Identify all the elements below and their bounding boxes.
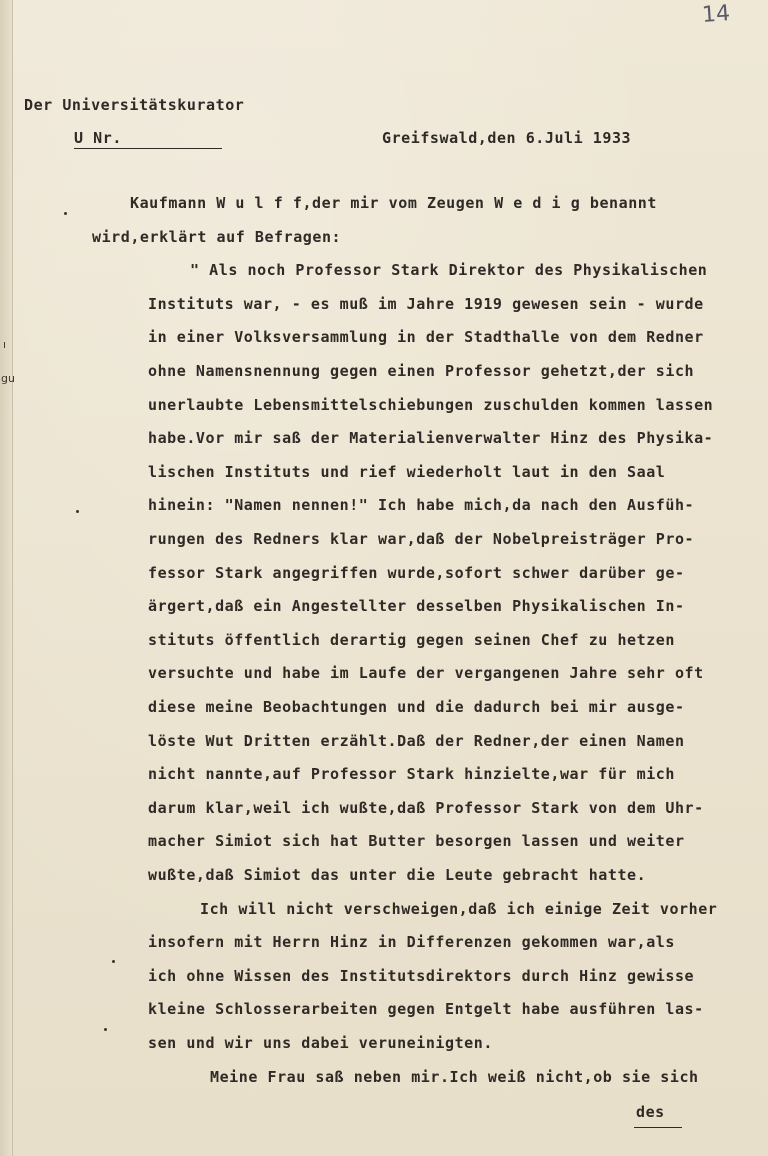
margin-dot — [76, 510, 79, 513]
text-line: Ich will nicht verschweigen,daß ich einige Zeit vorher — [200, 900, 718, 918]
margin-mark: gu — [1, 372, 15, 385]
margin-dot — [64, 212, 67, 215]
catchword: des — [636, 1103, 665, 1121]
text-line: nicht nannte,auf Professor Stark hinzielte,war für mich — [148, 765, 675, 783]
text-line: ärgert,daß ein Angestellter desselben Physikalischen In- — [148, 597, 685, 615]
text-line: ohne Namensnennung gegen einen Professor gehetzt,der sich — [148, 362, 695, 380]
text-line: löste Wut Dritten erzählt.Daß der Redner,der einen Namen — [148, 732, 685, 750]
page-number: 14 — [701, 1, 731, 28]
office-title: Der Universitätskurator — [24, 96, 245, 114]
text-line: unerlaubte Lebensmittelschiebungen zuschulden kommen lassen — [148, 396, 714, 414]
margin-tick: ı — [3, 338, 7, 351]
text-line: wußte,daß Simiot das unter die Leute gebracht hatte. — [148, 866, 647, 884]
text-line: habe.Vor mir saß der Materialienverwalter Hinz des Physika- — [148, 429, 714, 447]
text-line: ich ohne Wissen des Institutsdirektors durch Hinz gewisse — [148, 967, 695, 985]
text-line: lischen Instituts und rief wiederholt laut in den Saal — [148, 463, 666, 481]
text-line: kleine Schlosserarbeiten gegen Entgelt habe ausführen las- — [148, 1000, 704, 1018]
text-line: Meine Frau saß neben mir.Ich weiß nicht,ob sie sich — [210, 1068, 699, 1086]
text-line: Instituts war, - es muß im Jahre 1919 gewesen sein - wurde — [148, 295, 704, 313]
margin-dot — [112, 960, 115, 963]
text-line: macher Simiot sich hat Butter besorgen lassen und weiter — [148, 832, 685, 850]
text-line: Kaufmann W u l f f,der mir vom Zeugen W e d i g benannt — [130, 194, 657, 212]
text-line: wird,erklärt auf Befragen: — [92, 228, 342, 246]
text-line: hinein: "Namen nennen!" Ich habe mich,da nach den Ausfüh- — [148, 496, 695, 514]
reference-underline — [74, 148, 222, 149]
text-line: fessor Stark angegriffen wurde,sofort schwer darüber ge- — [148, 564, 685, 582]
reference-number: U Nr. — [74, 129, 122, 147]
text-line: insofern mit Herrn Hinz in Differenzen gekommen war,als — [148, 933, 675, 951]
text-line: darum klar,weil ich wußte,daß Professor Stark von dem Uhr- — [148, 799, 704, 817]
page-left-edge — [0, 0, 13, 1156]
catchword-underline — [634, 1127, 682, 1128]
text-line: in einer Volksversammlung in der Stadthalle von dem Redner — [148, 328, 704, 346]
text-line: stituts öffentlich derartig gegen seinen Chef zu hetzen — [148, 631, 675, 649]
margin-dot — [104, 1028, 107, 1031]
text-line: versuchte und habe im Laufe der vergangenen Jahre sehr oft — [148, 664, 704, 682]
place-date: Greifswald,den 6.Juli 1933 — [382, 129, 632, 147]
text-line: rungen des Redners klar war,daß der Nobelpreisträger Pro- — [148, 530, 695, 548]
text-line: " Als noch Professor Stark Direktor des Physikalischen — [190, 261, 708, 279]
text-line: sen und wir uns dabei veruneinigten. — [148, 1034, 493, 1052]
text-line: diese meine Beobachtungen und die dadurch bei mir ausge- — [148, 698, 685, 716]
